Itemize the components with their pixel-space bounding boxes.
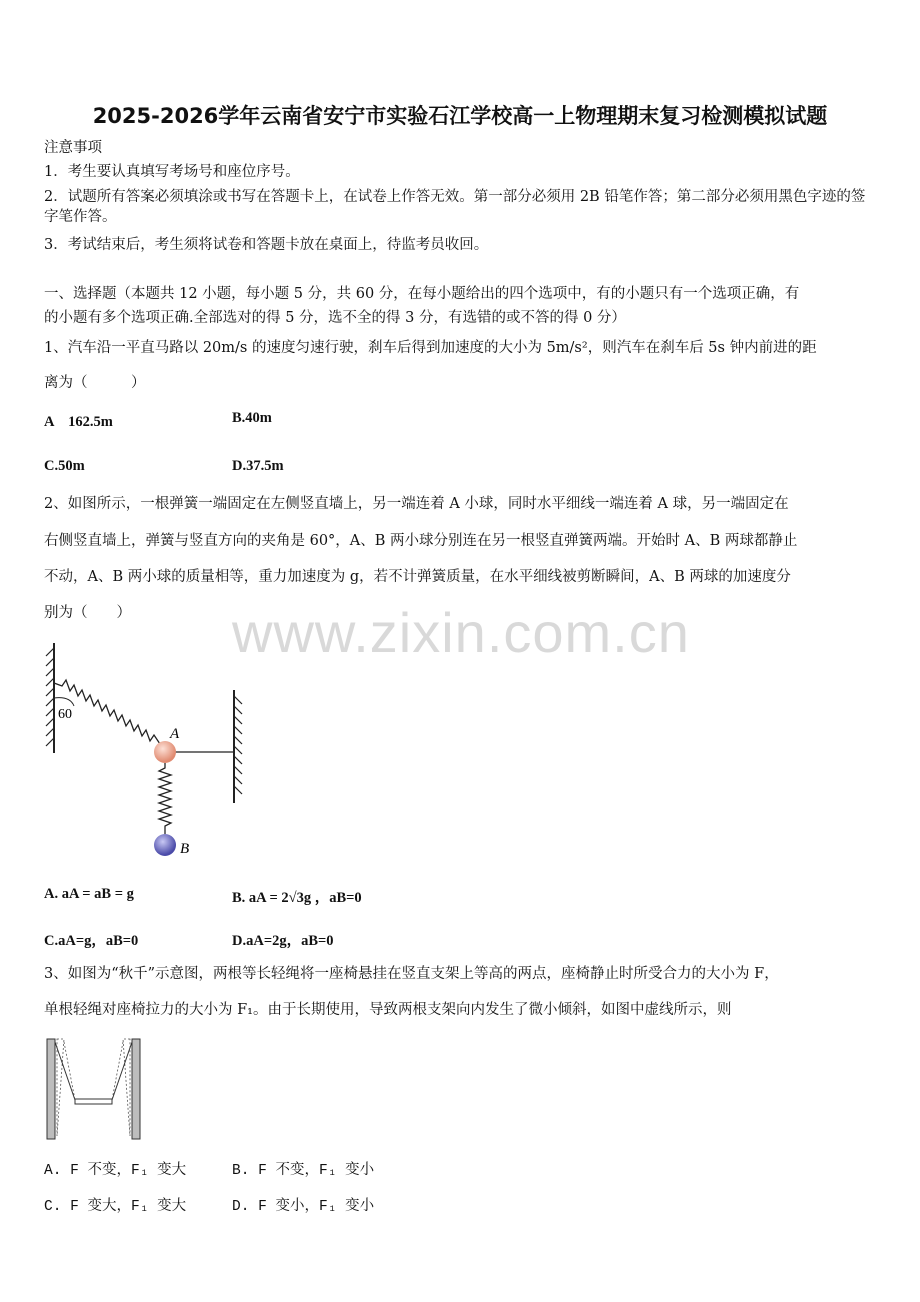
- q2-text-line2: 右侧竖直墙上，弹簧与竖直方向的夹角是 60°，A、B 两小球分别连在另一根竖直弹簧两端。开始时 A、B 两球都静止: [44, 533, 798, 549]
- q1-option-a: A 162.5m: [44, 414, 113, 430]
- q2-option-b: B. aA = 2√3g ，aB=0: [232, 890, 362, 906]
- q2-text-line1: 2、如图所示，一根弹簧一端固定在左侧竖直墙上，另一端连着 A 小球，同时水平细线一端连着 A 球，另一端固定在: [44, 496, 789, 512]
- q2-option-d: D.aA=2g，aB=0: [232, 933, 334, 949]
- notice-heading: 注意事项: [44, 140, 102, 156]
- q1-option-b: B.40m: [232, 410, 272, 426]
- q1-text-line1: 1、汽车沿一平直马路以 20m/s 的速度匀速行驶，刹车后得到加速度的大小为 5m/s²，则汽车在刹车后 5s 钟内前进的距: [44, 340, 817, 356]
- notice-item-3: 3．考试结束后，考生须将试卷和答题卡放在桌面上，待监考员收回。: [44, 237, 489, 253]
- q3-option-d: D. F 变小，F₁ 变小: [232, 1199, 375, 1215]
- q3-swing-figure: [44, 1036, 144, 1142]
- watermark: www.zixin.com.cn: [232, 601, 690, 664]
- q2-spring-figure: [40, 638, 250, 868]
- q3-option-a: A. F 不变，F₁ 变大: [44, 1163, 187, 1179]
- section-heading-line2: 的小题有多个选项正确.全部选对的得 5 分，选不全的得 3 分，有选错的或不答的得 0 分）: [44, 310, 626, 326]
- q2-text-line4: 别为（ ）: [44, 605, 131, 621]
- q2-label-a: A: [170, 726, 180, 742]
- q3-text-line1: 3、如图为“秋千”示意图，两根等长轻绳将一座椅悬挂在竖直支架上等高的两点，座椅静止时所受合力的大小为 F，: [44, 966, 779, 982]
- q1-text-line2: 离为（ ）: [44, 375, 146, 391]
- q2-angle-label: 60: [58, 707, 72, 722]
- q2-option-c: C.aA=g，aB=0: [44, 933, 139, 949]
- q3-text-line2: 单根轻绳对座椅拉力的大小为 F₁。由于长期使用，导致两根支架向内发生了微小倾斜，如图中虚线所示，则: [44, 1002, 732, 1018]
- q2-text-line3: 不动，A、B 两小球的质量相等，重力加速度为 g，若不计弹簧质量，在水平细线被剪断瞬间，A、B 两球的加速度分: [44, 569, 791, 585]
- q3-option-b: B. F 不变，F₁ 变小: [232, 1163, 375, 1179]
- q1-option-c: C.50m: [44, 458, 85, 474]
- q2-option-a: A. aA = aB = g: [44, 886, 134, 902]
- q3-option-c: C. F 变大，F₁ 变大: [44, 1199, 187, 1215]
- page-title: 2025-2026学年云南省安宁市实验石江学校高一上物理期末复习检测模拟试题: [92, 104, 828, 128]
- q2-label-b: B: [180, 841, 190, 857]
- section-heading-line1: 一、选择题（本题共 12 小题，每小题 5 分，共 60 分，在每小题给出的四个选项中，有的小题只有一个选项正确，有: [44, 286, 800, 302]
- q1-option-d: D.37.5m: [232, 458, 284, 474]
- notice-item-1: 1．考生要认真填写考场号和座位序号。: [44, 164, 300, 180]
- notice-item-2: 2．试题所有答案必须填涂或书写在答题卡上，在试卷上作答无效。第一部分必须用 2B 铅笔作答；第二部分必须用黑色字迹的签字笔作答。: [44, 189, 866, 225]
